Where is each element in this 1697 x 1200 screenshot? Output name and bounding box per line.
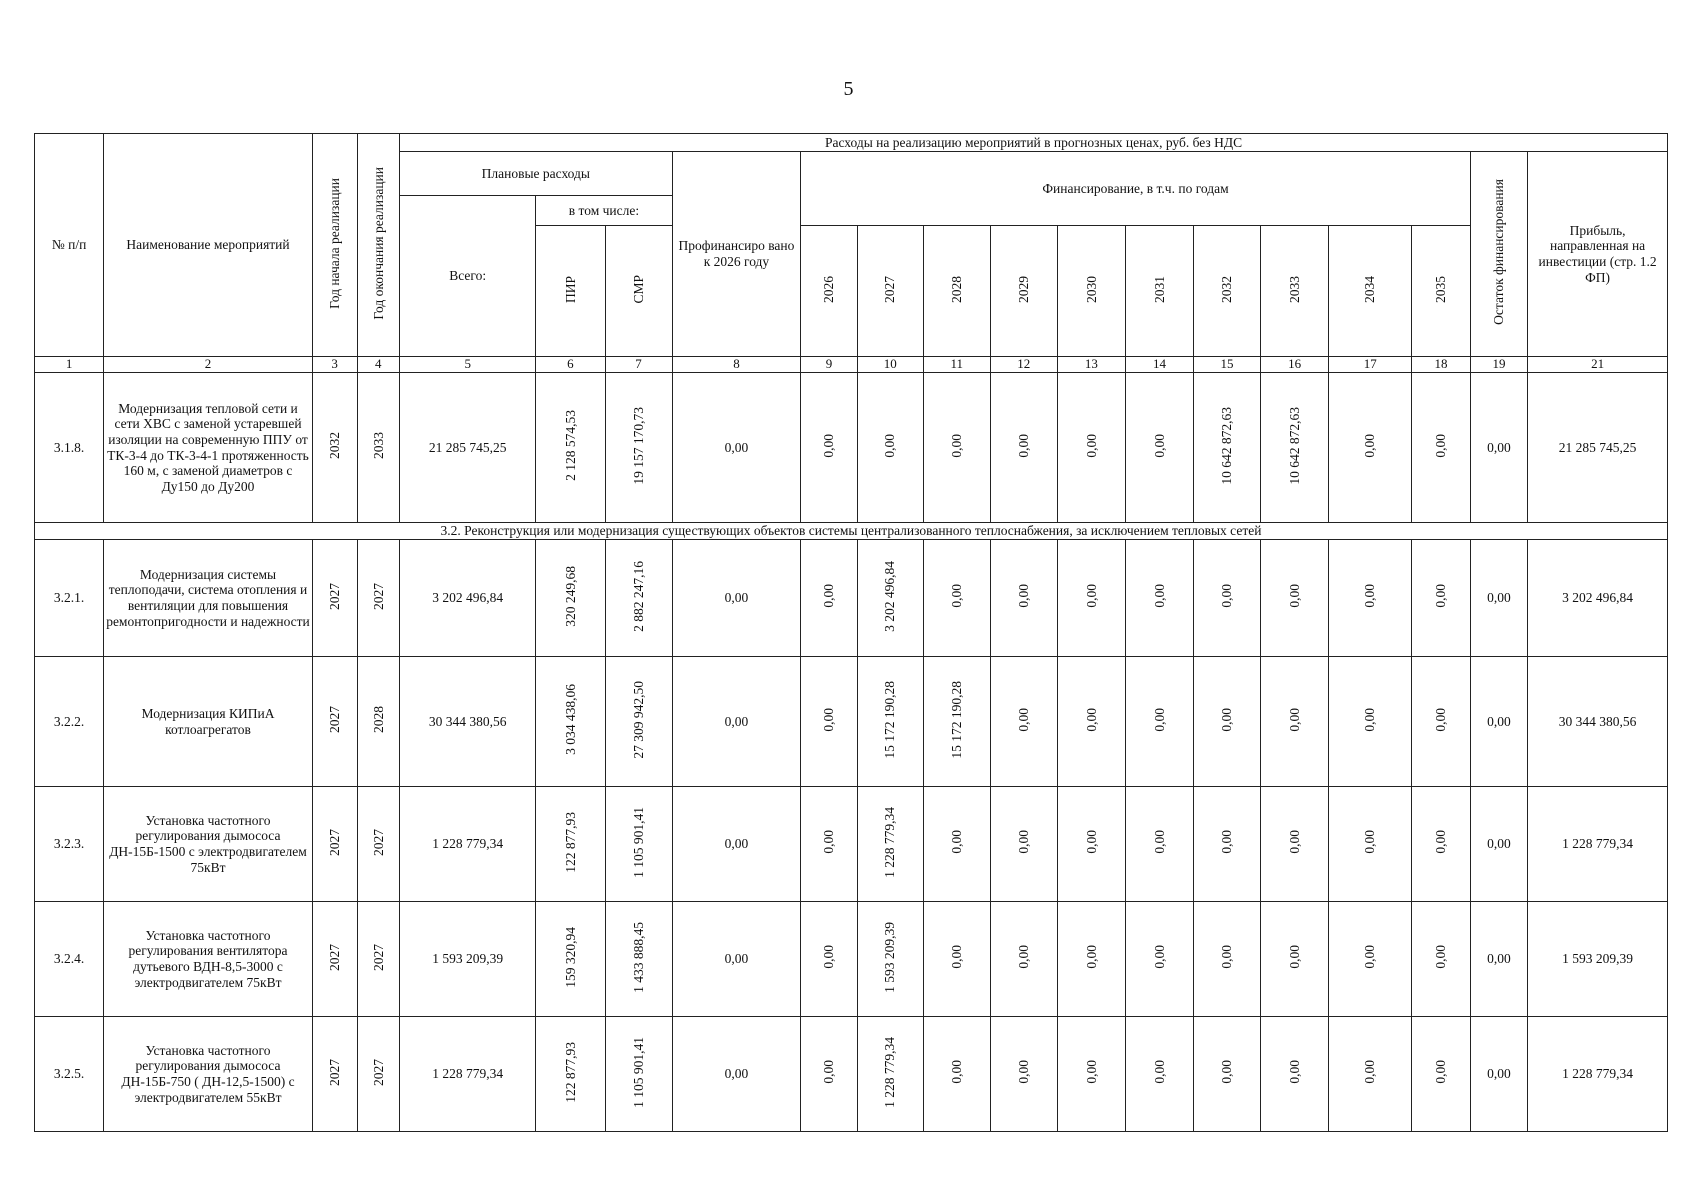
row-pir: 122 877,93 [562,811,578,873]
header-incl: в том числе: [536,196,672,226]
row-year-value: 3 202 496,84 [882,560,898,632]
row-start-year: 2027 [326,582,342,610]
column-number: 7 [605,357,672,373]
column-number-row [35,357,1668,373]
row-financed: 0,00 [672,373,801,523]
header-num: № п/п [35,134,104,357]
row-id: 3.2.5. [35,1017,104,1132]
row-year-value: 0,00 [1016,707,1032,732]
header-year: 2035 [1433,275,1449,303]
table-row [35,902,1668,1017]
column-number: 15 [1194,357,1261,373]
column-number: 10 [857,357,923,373]
table-row [35,373,1668,523]
row-year-value: 0,00 [1151,584,1167,609]
row-year-value: 0,00 [1219,830,1235,855]
row-id: 3.2.2. [35,657,104,787]
header-year: 2032 [1219,275,1235,303]
row-end-year: 2027 [370,828,386,856]
row-total: 1 593 209,39 [400,902,536,1017]
row-total: 1 228 779,34 [400,787,536,902]
row-year-value: 0,00 [821,830,837,855]
row-year-value: 0,00 [1362,584,1378,609]
header-year-end: Год окончания реализации [370,166,386,320]
header-year: 2029 [1016,275,1032,303]
row-year-value: 0,00 [1151,945,1167,970]
page-number: 5 [843,78,854,100]
column-number: 18 [1412,357,1471,373]
row-year-value: 0,00 [1151,1060,1167,1085]
header-name: Наименование мероприятий [104,134,313,357]
header-expenses-title: Расходы на реализацию мероприятий в прогнозных ценах, руб. без НДС [400,134,1668,152]
row-year-value: 1 228 779,34 [882,806,898,878]
investment-table [34,133,1668,1132]
header-year-start: Год начала реализации [326,177,342,309]
table-row [35,540,1668,657]
row-year-value: 0,00 [1083,945,1099,970]
row-pir: 3 034 438,06 [562,684,578,756]
section-title: 3.2. Реконструкция или модернизация существующих объектов системы централизованного теплоснабжения, за исключением тепловых сетей [35,523,1668,540]
row-total: 1 228 779,34 [400,1017,536,1132]
column-number: 3 [312,357,357,373]
column-number: 16 [1261,357,1329,373]
header-smr: СМР [630,274,646,304]
row-smr: 27 309 942,50 [630,680,646,759]
row-year-value: 0,00 [948,1060,964,1085]
row-remainder: 0,00 [1470,787,1527,902]
row-end-year: 2027 [370,1058,386,1086]
row-year-value: 0,00 [948,830,964,855]
row-pir: 2 128 574,53 [562,410,578,482]
row-year-value: 0,00 [1433,1060,1449,1085]
column-number: 8 [672,357,801,373]
row-year-value: 0,00 [1433,584,1449,609]
row-total: 30 344 380,56 [400,657,536,787]
row-year-value: 0,00 [821,945,837,970]
row-start-year: 2027 [326,1058,342,1086]
row-smr: 1 105 901,41 [630,1036,646,1108]
row-total: 21 285 745,25 [400,373,536,523]
row-year-value: 0,00 [948,584,964,609]
row-remainder: 0,00 [1470,540,1527,657]
header-planned: Плановые расходы [400,152,672,196]
column-number: 13 [1057,357,1125,373]
column-number: 4 [357,357,400,373]
row-profit: 30 344 380,56 [1528,657,1668,787]
table-row [35,787,1668,902]
row-year-value: 0,00 [1433,945,1449,970]
row-year-value: 15 172 190,28 [882,680,898,759]
row-end-year: 2028 [370,706,386,734]
row-start-year: 2027 [326,828,342,856]
row-year-value: 0,00 [948,945,964,970]
row-year-value: 0,00 [1083,707,1099,732]
row-year-value: 0,00 [821,1060,837,1085]
row-year-value: 0,00 [1083,584,1099,609]
table-row [35,657,1668,787]
header-year: 2034 [1362,275,1378,303]
header-year: 2033 [1286,275,1302,303]
column-number: 5 [400,357,536,373]
row-year-value: 0,00 [948,433,964,458]
row-name: Установка частотного регулирования дымососа ДН-15Б-1500 с электродвигателем 75кВт [104,787,313,902]
row-year-value: 0,00 [821,433,837,458]
row-name: Установка частотного регулирования вентилятора дутьевого ВДН-8,5-3000 с электродвигателем 75кВт [104,902,313,1017]
row-remainder: 0,00 [1470,657,1527,787]
row-year-value: 0,00 [1016,945,1032,970]
row-pir: 159 320,94 [562,926,578,988]
row-remainder: 0,00 [1470,902,1527,1017]
header-financing-by-years: Финансирование, в т.ч. по годам [801,152,1470,226]
row-year-value: 0,00 [1286,830,1302,855]
row-year-value: 0,00 [1362,707,1378,732]
row-year-value: 0,00 [1016,1060,1032,1085]
header-year: 2026 [821,275,837,303]
row-smr: 1 433 888,45 [630,921,646,993]
header-year: 2027 [882,275,898,303]
row-profit: 21 285 745,25 [1528,373,1668,523]
column-number: 19 [1470,357,1527,373]
row-year-value: 0,00 [1286,1060,1302,1085]
row-year-value: 0,00 [1016,433,1032,458]
row-year-value: 0,00 [1362,433,1378,458]
header-total: Всего: [400,196,536,357]
column-number: 17 [1329,357,1412,373]
row-year-value: 0,00 [1016,584,1032,609]
row-profit: 1 228 779,34 [1528,1017,1668,1132]
header-financed-before: Профинансиро вано к 2026 году [672,152,801,357]
row-start-year: 2027 [326,706,342,734]
row-financed: 0,00 [672,657,801,787]
column-number: 6 [536,357,605,373]
row-profit: 3 202 496,84 [1528,540,1668,657]
row-id: 3.2.3. [35,787,104,902]
row-year-value: 0,00 [1433,433,1449,458]
row-name: Модернизация КИПиА котлоагрегатов [104,657,313,787]
row-id: 3.2.1. [35,540,104,657]
row-year-value: 0,00 [1083,433,1099,458]
row-year-value: 0,00 [1286,584,1302,609]
row-year-value: 0,00 [1219,584,1235,609]
row-profit: 1 228 779,34 [1528,787,1668,902]
row-year-value: 0,00 [1151,707,1167,732]
row-year-value: 0,00 [882,433,898,458]
row-id: 3.2.4. [35,902,104,1017]
row-year-value: 0,00 [1433,707,1449,732]
row-end-year: 2027 [370,943,386,971]
row-year-value: 0,00 [1083,1060,1099,1085]
row-total: 3 202 496,84 [400,540,536,657]
row-year-value: 0,00 [1362,1060,1378,1085]
row-smr: 19 157 170,73 [630,406,646,485]
row-end-year: 2033 [370,432,386,460]
row-financed: 0,00 [672,787,801,902]
row-year-value: 0,00 [1219,1060,1235,1085]
row-financed: 0,00 [672,540,801,657]
column-number: 1 [35,357,104,373]
column-number: 14 [1125,357,1193,373]
row-financed: 0,00 [672,1017,801,1132]
row-smr: 1 105 901,41 [630,806,646,878]
row-profit: 1 593 209,39 [1528,902,1668,1017]
row-name: Модернизация тепловой сети и сети ХВС с заменой устаревшей изоляции на современную ППУ от ТК-3-4 до ТК-3-4-1 протяженность 160 м, с заменой диаметров с Ду150 до Ду200 [104,373,313,523]
row-year-value: 10 642 872,63 [1219,406,1235,485]
row-year-value: 0,00 [1286,707,1302,732]
row-year-value: 0,00 [1286,945,1302,970]
row-remainder: 0,00 [1470,1017,1527,1132]
row-end-year: 2027 [370,582,386,610]
row-pir: 320 249,68 [562,565,578,627]
header-year: 2028 [948,275,964,303]
row-name: Модернизация системы теплоподачи, система отопления и вентиляции для повышения ремонтопригодности и надежности [104,540,313,657]
column-number: 21 [1528,357,1668,373]
row-start-year: 2032 [326,432,342,460]
row-year-value: 0,00 [821,584,837,609]
row-start-year: 2027 [326,943,342,971]
row-year-value: 0,00 [1016,830,1032,855]
row-year-value: 0,00 [1219,945,1235,970]
row-year-value: 0,00 [1219,707,1235,732]
row-smr: 2 882 247,16 [630,560,646,632]
row-id: 3.1.8. [35,373,104,523]
header-year: 2031 [1151,275,1167,303]
column-number: 9 [801,357,857,373]
row-name: Установка частотного регулирования дымососа ДН-15Б-750 ( ДН-12,5-1500) с электродвигателем 55кВт [104,1017,313,1132]
row-year-value: 1 228 779,34 [882,1036,898,1108]
header-pir: ПИР [562,275,578,303]
row-year-value: 0,00 [1151,830,1167,855]
row-year-value: 10 642 872,63 [1286,406,1302,485]
row-year-value: 0,00 [1362,830,1378,855]
column-number: 2 [104,357,313,373]
header-profit: Прибыль, направленная на инвестиции (стр. 1.2 ФП) [1528,152,1668,357]
table-row [35,1017,1668,1132]
row-year-value: 1 593 209,39 [882,921,898,993]
header-year: 2030 [1083,275,1099,303]
column-number: 11 [923,357,990,373]
header-remainder: Остаток финансирования [1491,179,1507,326]
row-remainder: 0,00 [1470,373,1527,523]
row-pir: 122 877,93 [562,1041,578,1103]
column-number: 12 [990,357,1057,373]
row-year-value: 0,00 [1433,830,1449,855]
row-year-value: 0,00 [1151,433,1167,458]
row-financed: 0,00 [672,902,801,1017]
row-year-value: 15 172 190,28 [948,680,964,759]
row-year-value: 0,00 [1083,830,1099,855]
row-year-value: 0,00 [1362,945,1378,970]
row-year-value: 0,00 [821,707,837,732]
